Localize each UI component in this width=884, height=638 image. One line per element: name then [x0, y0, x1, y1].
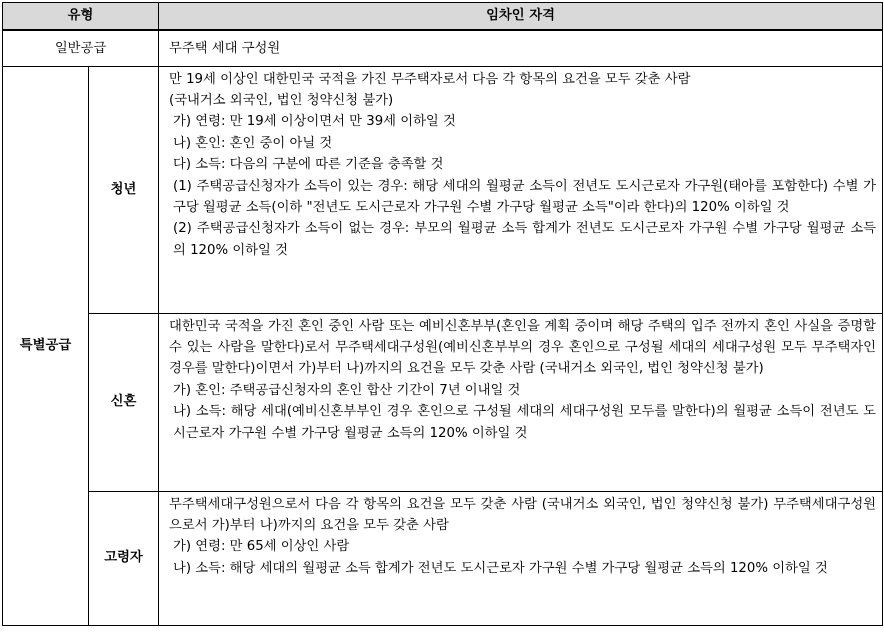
- general-row: [3, 30, 883, 66]
- newlywed-label: 신혼: [89, 313, 159, 491]
- general-type: 일반공급: [3, 30, 159, 66]
- elderly-line: 무주택세대구성원으로서 다음 각 항목의 요건을 모두 갖춘 사람 (국내거소 외국인, 법인 청약신청 불가) 무주택세대구성원으로서 가)부터 나)까지의 요건을 모두 갖춘 사람: [169, 496, 877, 533]
- header-row: [3, 3, 883, 31]
- youth-line: 가) 연령: 만 19세 이상이면서 만 39세 이하일 것: [173, 114, 456, 130]
- eligibility-table: [2, 2, 883, 626]
- newlywed-line: 대한민국 국적을 가진 혼인 중인 사람 또는 예비신혼부부(혼인을 계획 중이며 해당 주택의 입주 전까지 혼인 사실을 증명할 수 있는 사람을 말한다)로서 무주택세대구성원(예비신혼부부의 경우 혼인으로 구성될 세대의 세대구성원 모두 무주택자인 경우를 말한다)이면서 가)부터 나)까지의 요건을 모두 갖춘 사람 (국내거소 외국인, 법인 청약신청 불가): [169, 318, 877, 377]
- elderly-line: 나) 소득: 해당 세대의 월평균 소득 합계가 전년도 도시근로자 가구원 수별 가구당 월평균 소득의 120% 이하일 것: [173, 560, 828, 576]
- youth-line: (1) 주택공급신청자가 소득이 있는 경우: 해당 세대의 월평균 소득이 전년도 도시근로자 가구원(태아를 포함한다) 수별 가구당 월평균 소득(이하 "전년도 도시근로자 가구원 수별 가구당 월평균 소득"이라 한다)의 120% 이하일 것: [173, 178, 877, 215]
- newlywed-line: 나) 소득: 해당 세대(예비신혼부부인 경우 혼인으로 구성될 세대의 세대구성원 모두를 말한다)의 월평균 소득이 전년도 도시근로자 가구원 수별 가구당 월평균 소득의 120% 이하일 것: [173, 404, 877, 441]
- youth-row: [3, 66, 883, 313]
- general-qualification: 무주택 세대 구성원: [159, 30, 883, 66]
- youth-line: 다) 소득: 다음의 구분에 따른 기준을 충족할 것: [173, 157, 444, 173]
- youth-line: 나) 혼인: 혼인 중이 아닐 것: [173, 135, 333, 151]
- elderly-line: 가) 연령: 만 65세 이상인 사람: [173, 539, 350, 555]
- elderly-label: 고령자: [89, 491, 159, 625]
- youth-line: (2) 주택공급신청자가 소득이 없는 경우: 부모의 월평균 소득 합계가 전년도 도시근로자 가구원 수별 가구당 월평균 소득의 120% 이하일 것: [173, 221, 877, 258]
- youth-line: 만 19세 이상인 대한민국 국적을 가진 무주택자로서 다음 각 항목의 요건을 모두 갖춘 사람: [169, 71, 691, 87]
- newlywed-line: 가) 혼인: 주택공급신청자의 혼인 합산 기간이 7년 이내일 것: [173, 382, 521, 398]
- youth-qualification: [159, 66, 883, 313]
- youth-line: (국내거소 외국인, 법인 청약신청 불가): [169, 92, 394, 108]
- header-qualification: 임차인 자격: [159, 3, 883, 31]
- newlywed-row: [3, 313, 883, 491]
- special-type: 특별공급: [3, 66, 89, 625]
- header-type: 유형: [3, 3, 159, 31]
- youth-label: 청년: [89, 66, 159, 313]
- newlywed-qualification: [159, 313, 883, 491]
- elderly-row: [3, 491, 883, 625]
- elderly-qualification: [159, 491, 883, 625]
